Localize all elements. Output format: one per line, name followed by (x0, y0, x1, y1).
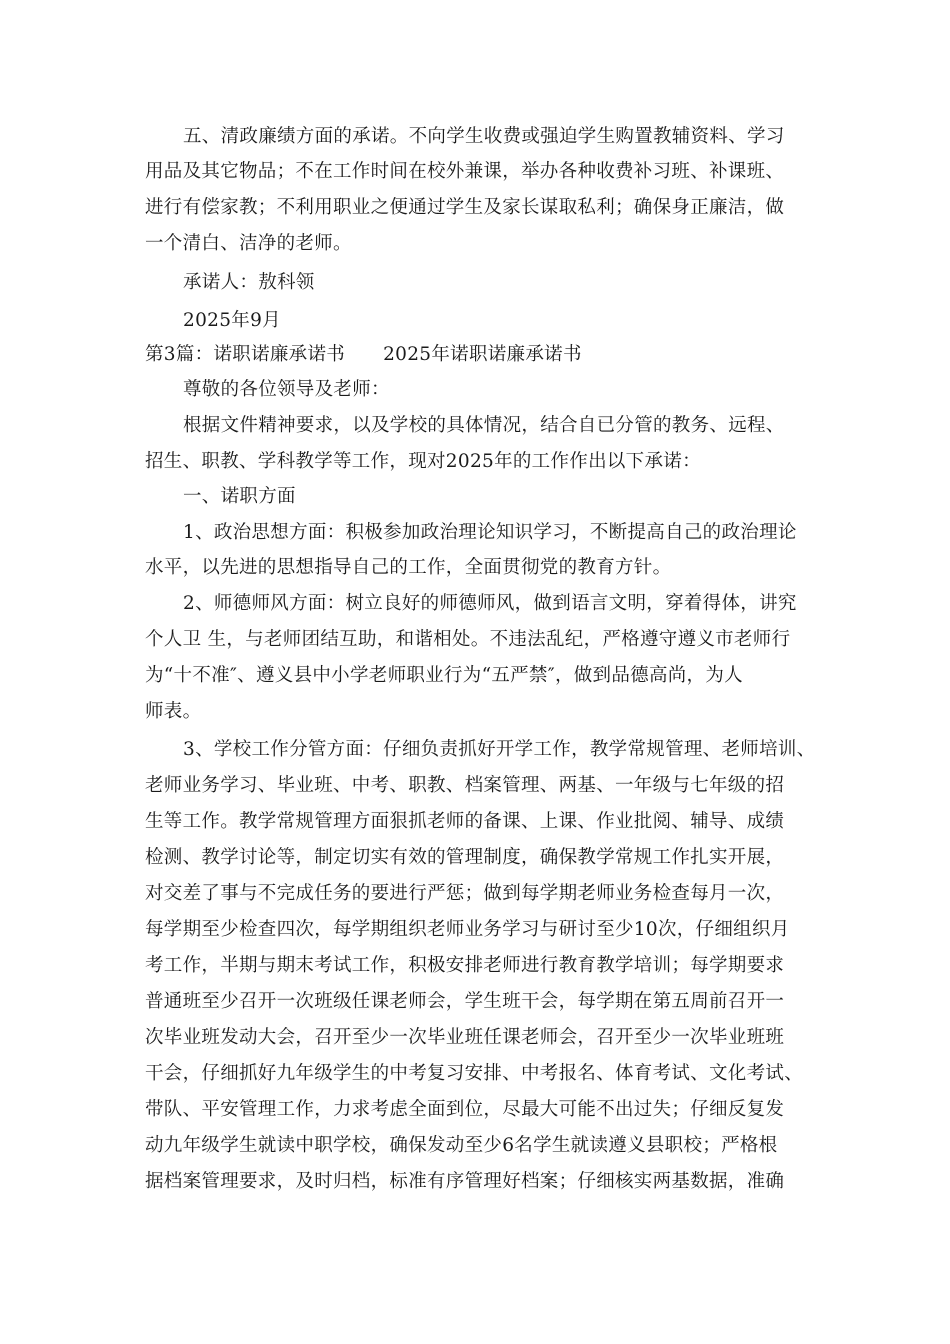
paragraph-line: 个人卫 生，与老师团结互助，和谐相处。不违法乱纪，严格遵守遵义市老师行 (145, 629, 791, 650)
paragraph-line: 用品及其它物品；不在工作时间在校外兼课，举办各种收费补习班、补课班、 (145, 161, 785, 182)
paragraph-line: 1、政治思想方面：积极参加政治理论知识学习，不断提高自己的政治理论 (183, 522, 797, 543)
paragraph-line: 招生、职教、学科教学等工作，现对2025年的工作作出以下承诺： (145, 451, 701, 472)
paragraph-line: 动九年级学生就读中职学校，确保发动至少6名学生就读遵义县职校；严格根 (145, 1135, 778, 1156)
paragraph-line: 根据文件精神要求，以及学校的具体情况，结合自已分管的教务、远程、 (183, 415, 785, 436)
paragraph-line: 2、师德师风方面：树立良好的师德师风，做到语言文明，穿着得体，讲究 (183, 593, 797, 614)
paragraph-line: 一个清白、洁净的老师。 (145, 233, 352, 254)
paragraph-line: 考工作，半期与期末考试工作，积极安排老师进行教育教学培训；每学期要求 (145, 955, 785, 976)
paragraph-line: 五、清政廉绩方面的承诺。不向学生收费或强迫学生购置教辅资料、学习 (183, 126, 785, 147)
signatory-line: 承诺人：敖科领 (183, 272, 315, 293)
section-number-title: 第3篇：诺职诺廉承诺书 (145, 344, 346, 365)
paragraph-line: 带队、平安管理工作，力求考虑全面到位，尽最大可能不出过失；仔细反复发 (145, 1099, 785, 1120)
paragraph-line: 进行有偿家教；不利用职业之便通过学生及家长谋取私利；确保身正廉洁，做 (145, 197, 785, 218)
paragraph-line: 检测、教学讨论等，制定切实有效的管理制度，确保教学常规工作扎实开展， (145, 847, 785, 868)
salutation: 尊敬的各位领导及老师： (183, 379, 390, 400)
paragraph-line: 生等工作。教学常规管理方面狠抓老师的备课、上课、作业批阅、辅导、成绩 (145, 811, 785, 832)
section-title: 2025年诺职诺廉承诺书 (383, 344, 582, 365)
paragraph-line: 据档案管理要求，及时归档，标准有序管理好档案；仔细核实两基数据，准确 (145, 1171, 785, 1192)
paragraph-line: 师表。 (145, 701, 202, 722)
paragraph-line: 次毕业班发动大会，召开至少一次毕业班任课老师会，召开至少一次毕业班班 (145, 1027, 785, 1048)
date-line: 2025年9月 (183, 310, 281, 331)
paragraph-line: 对交差了事与不完成任务的要进行严惩；做到每学期老师业务检查每月一次， (145, 883, 785, 904)
paragraph-line: 3、学校工作分管方面：仔细负责抓好开学工作，教学常规管理、老师培训、 (183, 739, 816, 760)
section-heading (145, 343, 582, 367)
paragraph-line: 干会，仔细抓好九年级学生的中考复习安排、中考报名、体育考试、文化考试、 (145, 1063, 804, 1084)
paragraph-line: 为“十不准″、遵义县中小学老师职业行为“五严禁″，做到品德高尚，为人 (145, 665, 743, 686)
paragraph-line: 普通班至少召开一次班级任课老师会，学生班干会，每学期在第五周前召开一 (145, 991, 785, 1012)
subheading: 一、诺职方面 (183, 486, 296, 507)
paragraph-line: 水平，以先进的思想指导自己的工作，全面贯彻党的教育方针。 (145, 557, 672, 578)
paragraph-line: 老师业务学习、毕业班、中考、职教、档案管理、两基、一年级与七年级的招 (145, 775, 785, 796)
paragraph-line: 每学期至少检查四次，每学期组织老师业务学习与研讨至少10次，仔细组织月 (145, 919, 790, 940)
